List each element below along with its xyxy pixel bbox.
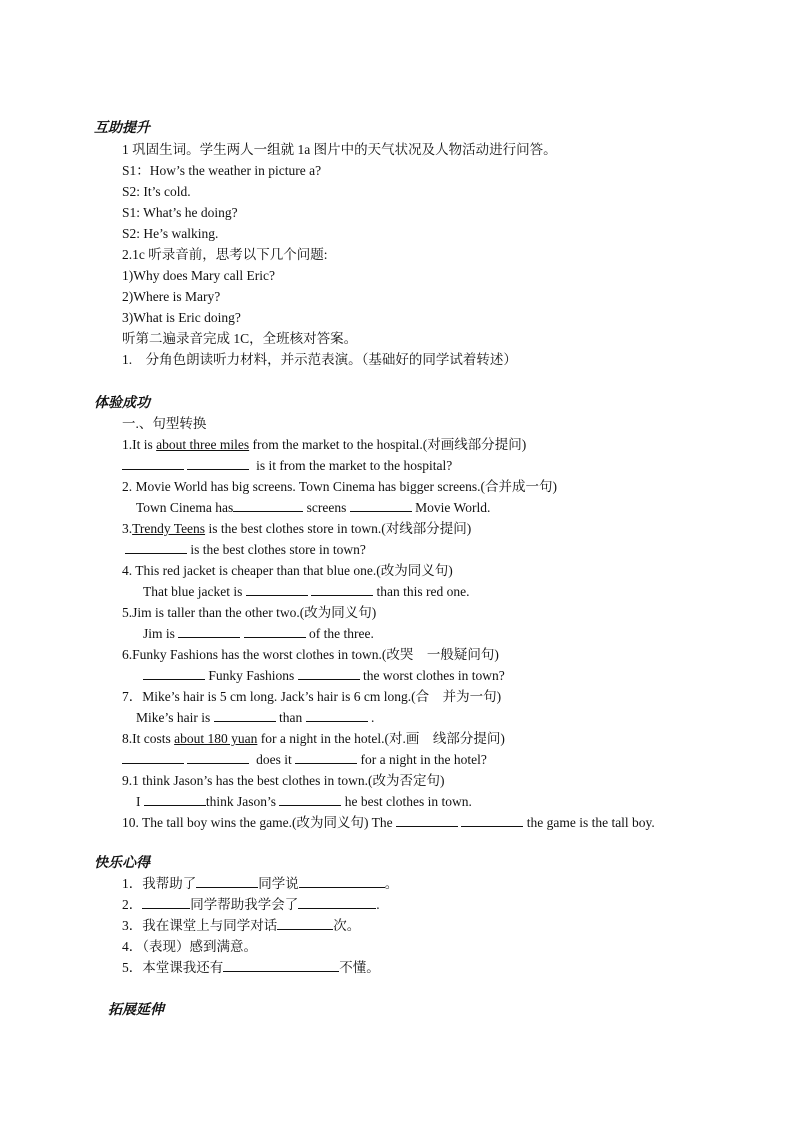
s1-line-7: 1)Why does Mary call Eric? [122,268,275,283]
q1-underlined: about three miles [156,437,250,452]
blank[interactable] [233,499,303,512]
q5-answer: Jim is of the three. [143,626,374,641]
s1-line-10: 听第二遍录音完成 1C，全班核对答案。 [122,331,358,346]
blank[interactable] [214,709,276,722]
blank[interactable] [298,667,360,680]
q9-question: 9.1 think Jason’s has the best clothes in town.(改为否定句) [122,773,445,788]
q8-underlined: about 180 yuan [174,731,258,746]
s3-item-5: 5．本堂课我还有 不懂。 [122,960,380,975]
blank[interactable] [143,667,205,680]
blank[interactable] [396,814,458,827]
s3-item-1: 1．我帮助了 同学说 。 [122,876,399,891]
q1-answer: is it from the market to the hospital? [122,456,452,476]
blank[interactable] [125,541,187,554]
q2-answer: Town Cinema has screens Movie World. [136,500,491,515]
s1-line-2: S1：How’s the weather in picture a? [122,163,322,178]
s1-line-8: 2)Where is Mary? [122,289,221,304]
q6-question: 6.Funky Fashions has the worst clothes in town.(改哭 一般疑问句) [122,647,499,662]
blank[interactable] [144,793,206,806]
s1-line-3: S2: It’s cold. [122,184,191,199]
q7-answer: Mike’s hair is than . [136,710,375,725]
blank[interactable] [306,709,368,722]
s3-item-4: 4．（表现）感到满意。 [122,939,257,954]
q4-answer: That blue jacket is than this red one. [143,584,470,599]
s2-title: 一.、句型转换 [122,416,207,431]
s1-line-5: S2: He’s walking. [122,226,219,241]
q9-answer: I think Jason’s he best clothes in town. [136,794,472,809]
blank[interactable] [122,457,184,470]
blank[interactable] [122,751,184,764]
q10-question: 10. The tall boy wins the game.(改为同义句) The the game is the tall boy. [122,815,655,830]
section-heading-extension: 拓展延伸 [108,1002,164,1018]
q8-answer: does it for a night in the hotel? [122,750,487,770]
q5-question: 5.Jim is taller than the other two.(改为同义句) [122,605,377,620]
s1-line-6: 2.1c 听录音前，思考以下几个问题: [122,247,328,262]
section-heading-happy-gains: 快乐心得 [94,855,150,871]
s1-line-1: 1 巩固生词。学生两人一组就 1a 图片中的天气状况及人物活动进行问答。 [122,142,557,157]
s3-item-2: 2． 同学帮助我学会了 . [122,897,380,912]
s1-line-9: 3)What is Eric doing? [122,310,241,325]
section-heading-mutual-help: 互助提升 [94,120,150,136]
s1-line-11: 1. 分角色朗读听力材料，并示范表演。（基础好的同学试着转述） [122,352,517,367]
q3-question: 3.Trendy Teens is the best clothes store in town.(对线部分提问) [122,521,472,536]
q3-answer: is the best clothes store in town? [125,540,366,560]
s1-line-4: S1: What’s he doing? [122,205,238,220]
s3-item-3: 3．我在课堂上与同学对话 次。 [122,918,361,933]
q1-question: 1.It is about three miles from the market to the hospital.(对画线部分提问) [122,437,527,452]
blank[interactable] [311,583,373,596]
q7-question: 7．Mike’s hair is 5 cm long. Jack’s hair is 6 cm long.(合 并为一句) [122,689,502,704]
blank[interactable] [299,875,385,888]
blank[interactable] [350,499,412,512]
blank[interactable] [187,751,249,764]
q4-question: 4. This red jacket is cheaper than that blue one.(改为同义句) [122,563,453,578]
blank[interactable] [142,896,190,909]
blank[interactable] [187,457,249,470]
q8-question: 8.It costs about 180 yuan for a night in the hotel.(对.画 线部分提问) [122,731,505,746]
blank[interactable] [244,625,306,638]
blank[interactable] [246,583,308,596]
blank[interactable] [279,793,341,806]
blank[interactable] [277,917,333,930]
blank[interactable] [223,959,339,972]
blank[interactable] [461,814,523,827]
q6-answer: Funky Fashions the worst clothes in town? [143,666,505,686]
blank[interactable] [298,896,376,909]
blank[interactable] [178,625,240,638]
q2-question: 2. Movie World has big screens. Town Cinema has bigger screens.(合并成一句) [122,479,558,494]
section-heading-experience-success: 体验成功 [94,395,150,411]
blank[interactable] [196,875,258,888]
blank[interactable] [295,751,357,764]
q3-underlined: Trendy Teens [132,521,206,536]
